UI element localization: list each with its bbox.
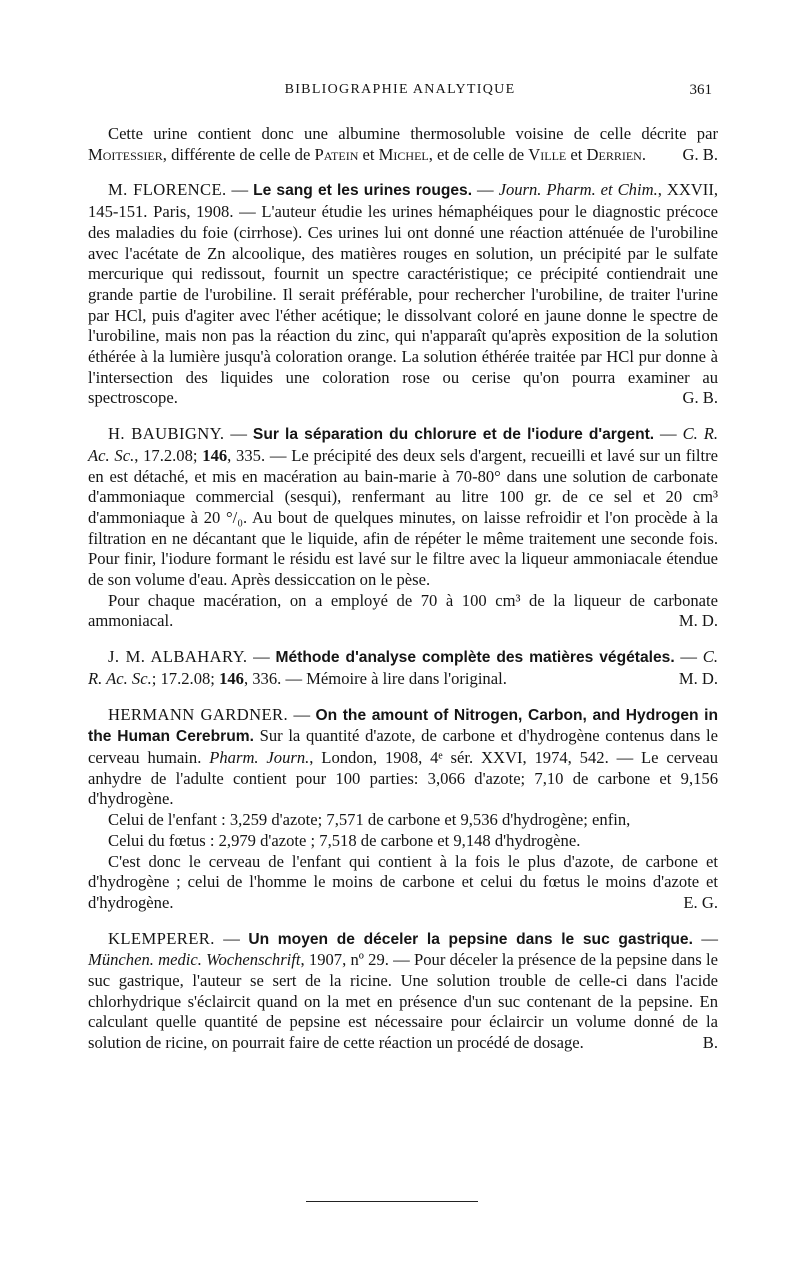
dash: —	[472, 180, 499, 200]
entry-body: Sur la quantité d'azote, de carbone et d'hydrogène contenus dans le cerveau humain.	[88, 726, 718, 767]
entry-text: , et de celle de	[428, 144, 529, 164]
entry-title: Le sang et les urines rouges.	[253, 182, 473, 200]
dash: —	[247, 647, 276, 667]
page-number: 361	[689, 82, 712, 98]
entry-florence	[88, 180, 718, 409]
entry-author: M. FLORENCE.	[108, 180, 227, 200]
reviewer-initials: G. B.	[682, 144, 718, 164]
entry-citation: , 336. — Mémoire à lire dans l'original.	[243, 668, 507, 688]
entry-body: Pour déceler la présence de la pepsine dans le suc gastrique, l'auteur se sert de la ricine. Une solution trouble de celle-ci dans l'acide chlorhydrique s'éclaircit quand on la met en présence d'un suc contenant de la pepsine. En calculant quelle quantité de pepsine est nécessaire pour éclaircir un volume donné de la solution de ricine, on pourrait faire de cette réaction un procédé de dosage.	[88, 950, 718, 1053]
running-title: BIBLIOGRAPHIE ANALYTIQUE	[284, 82, 516, 97]
entry-body: Celui du fœtus : 2,979 d'azote ; 7,518 de carbone et 9,148 d'hydrogène.	[108, 830, 581, 850]
cited-author: Patein	[314, 144, 359, 164]
entry-journal: Journ. Pharm. et Chim.	[498, 180, 658, 200]
entry-text: Cette urine contient donc une albumine thermosoluble voisine de celle décrite par	[108, 124, 718, 143]
entry-body: L'auteur étudie les urines hémaphéiques pour le diagnostic précoce des maladies du foie (cirrhose). Ces urines lui ont donné une réaction atténuée de l'urobiline avec l'acétate de Zn alcoolique, des matières rouges en solution, un précipité par le sulfate mercurique qui redissout, fournit un spectre caractéristique; ce précipité contiendrait une grande partie de l'urobiline. Il serait préférable, pour rechercher l'urobiline, de traiter l'urine par HCl, puis d'agiter avec l'éther acétique; le dissolvant coloré en jaune donne le spectre de l'urobiline, mais non pas la réaction du zinc, qui n'apparaît qu'après exposition de la solution éthérée à la lumière jusqu'à coloration orange. La solution éthérée traitée par HCl pur donne à l'intersection des liquides une coloration rose ou cerise qu'on pourra examiner au spectroscope.	[88, 202, 718, 408]
entry-text: et	[358, 144, 379, 164]
entry-author: HERMANN GARDNER.	[108, 704, 289, 724]
entry-body: Celui de l'enfant : 3,259 d'azote; 7,571 de carbone et 9,536 d'hydrogène; enfin,	[108, 810, 631, 830]
entry-citation: ; 17.2.08;	[151, 668, 220, 688]
entry-title: On the amount of Nitrogen, Carbon, and Hydrogen in the Human Cerebrum.	[88, 706, 719, 746]
dash: —	[654, 424, 683, 444]
entry-text: et	[566, 144, 587, 164]
running-header	[88, 82, 712, 106]
dash: —	[226, 180, 254, 200]
entry-journal: C. R. Ac. Sc.	[88, 647, 718, 688]
cited-author: Derrien	[586, 144, 642, 164]
reviewer-initials: M. D.	[678, 611, 718, 631]
dash: —	[233, 202, 262, 222]
cited-author: Michel	[378, 144, 429, 164]
closing-rule	[306, 1201, 478, 1202]
reviewer-initials: E. G.	[683, 892, 718, 912]
entry-title: Méthode d'analyse complète des matières végétales.	[275, 649, 675, 667]
entry-paragraph	[88, 591, 718, 632]
dash: —	[692, 928, 719, 948]
entry-klemperer	[88, 929, 718, 1054]
reviewer-initials: M. D.	[678, 668, 718, 688]
reviewer-initials: B.	[702, 1033, 718, 1053]
dash: —	[288, 704, 316, 724]
entry-title: Un moyen de déceler la pepsine dans le suc gastrique.	[248, 930, 693, 948]
entry-continuation	[88, 124, 718, 165]
entry-text: , différente de celle de	[162, 144, 315, 164]
reviewer-initials: G. B.	[682, 388, 718, 408]
page-body	[88, 124, 718, 1054]
entry-volume: 146	[202, 445, 228, 465]
entry-body: Pour chaque macération, on a employé de 70 à 100 cm³ de la liqueur de carbonate ammoniacal.	[88, 590, 718, 631]
entry-paragraph	[88, 852, 718, 914]
dash: —	[265, 445, 292, 465]
entry-body: Le précipité des deux sels d'argent, recueilli et lavé sur un filtre en est détaché, et mis en macération au bain-marie à 70-80° dans une solution de carbonate d'ammoniaque commercial (sesqui), renfermant au litre 100 gr. de ce sel et 20 cm³ d'ammoniaque à 20 °/₀. Au bout de quelques minutes, on laisse refroidir et l'on procède à la filtration en ne décantant que le liquide, afin de répéter le même traitement une seconde fois. Pour finir, l'iodure formant le résidu est lavé sur le filtre avec la liqueur ammoniacale étendue de son volume d'eau. Après dessiccation on le pèse.	[88, 445, 719, 590]
entry-gardner	[88, 705, 718, 914]
entry-title: Sur la séparation du chlorure et de l'iodure d'argent.	[252, 426, 655, 444]
dash: —	[608, 747, 642, 767]
entry-citation: , XXVII, 145-151. Paris, 1908.	[88, 180, 718, 222]
entry-author: KLEMPERER.	[108, 928, 215, 948]
entry-citation: , 335.	[227, 445, 266, 465]
entry-text: .	[641, 144, 647, 164]
cited-author: Ville	[528, 144, 567, 164]
entry-body: C'est donc le cerveau de l'enfant qui contient à la fois le plus d'azote, de carbone et d'hydrogène ; celui de l'homme le moins de carbone et celui du fœtus le moins d'azote et d'hydrogène.	[88, 851, 718, 912]
entry-author: J. M. ALBAHARY.	[108, 647, 248, 667]
entry-citation: , 17.2.08;	[134, 445, 203, 465]
cited-author: Moitessier	[88, 144, 163, 164]
entry-journal: C. R. Ac. Sc.	[88, 424, 719, 465]
entry-albahary	[88, 647, 718, 689]
entry-author: H. BAUBIGNY.	[108, 424, 225, 444]
entry-citation: , London, 1908, 4ᵉ sér. XXVI, 1974, 542.	[309, 747, 609, 767]
entry-journal: München. medic. Wochenschrift	[88, 950, 301, 970]
dash: —	[674, 647, 703, 667]
entry-paragraph	[88, 831, 718, 852]
entry-paragraph	[88, 810, 718, 831]
entry-volume: 146	[219, 668, 244, 688]
entry-body: Le cerveau anhydre de l'adulte contient pour 100 parties: 3,066 d'azote; 7,10 de carbone et 9,156 d'hydrogène.	[88, 747, 718, 809]
entry-journal: Pharm. Journ.	[209, 747, 310, 767]
entry-baubigny	[88, 424, 718, 632]
dash: —	[214, 928, 249, 948]
entry-citation: , 1907, nº 29.	[300, 950, 389, 970]
dash: —	[224, 424, 253, 444]
dash: —	[388, 950, 415, 970]
